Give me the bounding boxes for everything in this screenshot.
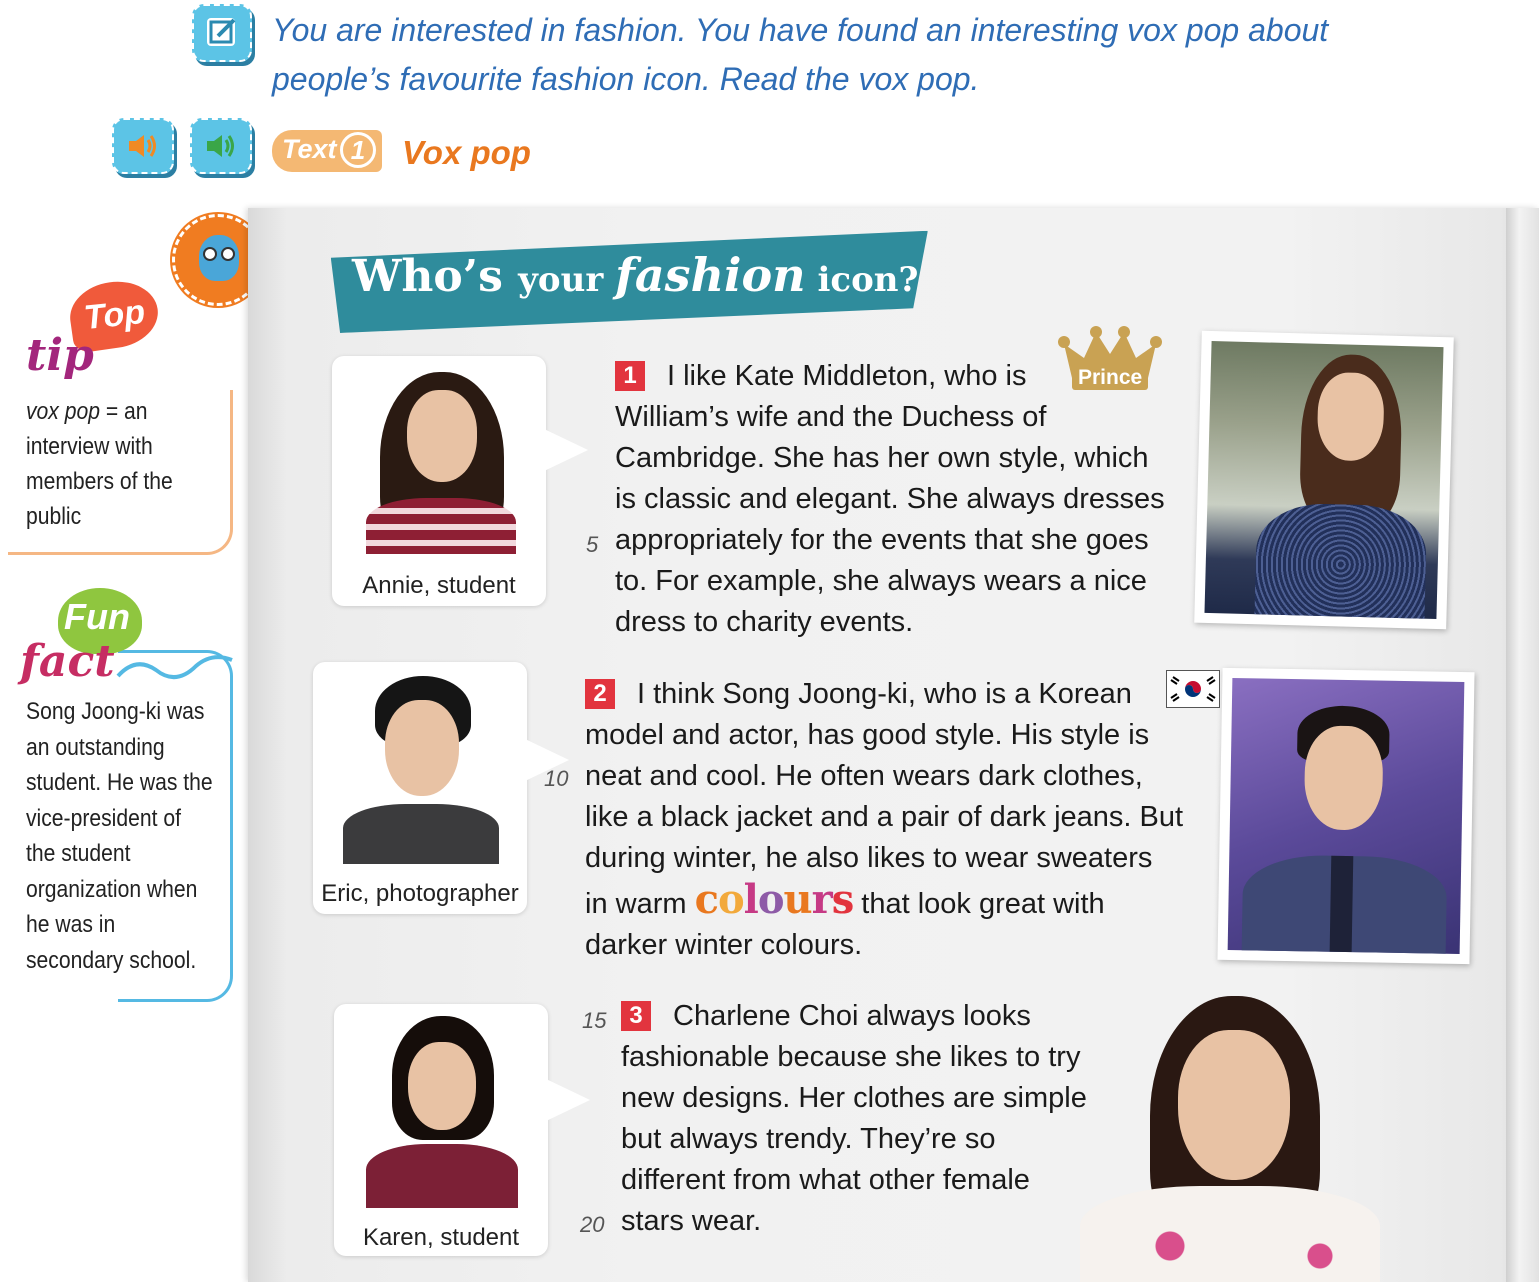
colours-letter: o [717,876,744,923]
colours-letter: o [757,876,784,923]
line-number: 10 [544,766,569,791]
paragraph-1: 1 I like Kate Middleton, who is William’s wife and the Duchess of Cambridge. She has her own style, which is classic and elegant. She always dresses appropriately for the events that she goes to. For example, she always wears a nice dress to charity events. [615,360,1165,638]
charlene-choi-photo [1080,990,1380,1282]
top-tip-tip-word: tip [26,330,94,381]
colours-letter: c [694,876,718,923]
fun-fact-swirl-icon [116,646,234,686]
speaker-orange-icon [127,132,159,160]
top-tip-top-word: Top [82,292,147,338]
paragraph-2: 2 I think Song Joong-ki, who is a Korean model and actor, has good style. His style is neat and cool. He often wears dark clothes, like a black jacket and a pair of dark jeans. But during winter, he also likes to wear sweaters in warm colours that look great with darker winter colours. [585,678,1184,961]
line-number: 5 [586,532,599,557]
person-caption: Karen, student [362,1224,520,1251]
audio-play-green-button[interactable] [190,118,252,174]
song-joong-ki-photo [1217,668,1474,964]
colours-letter: r [811,876,832,923]
colours-letter: u [783,876,812,923]
colours-letter: s [831,876,854,923]
annie-photo [352,364,534,554]
paragraph-number: 1 [615,361,645,391]
magazine-page-edge [1506,208,1539,1282]
colours-letter: l [743,876,758,923]
person-card-karen [334,1004,548,1256]
line-number: 20 [580,1212,605,1237]
colours-word [695,876,854,923]
kate-photo [1194,331,1454,629]
person-card-eric [313,662,527,914]
person-caption: Eric, photographer [321,880,519,907]
fun-fact-text: Song Joong-ki was an outstanding student. He was the vice-president of the student organization when he was in secondary school. [26,698,213,974]
korea-flag-icon [1166,670,1220,708]
eric-photo [329,672,513,864]
person-card-annie [332,356,546,606]
karen-photo [350,1014,534,1208]
person-caption: Annie, student [362,572,516,599]
line-number: 15 [582,1008,607,1033]
text-number-badge: Text 1 [272,130,382,172]
fun-fact-fact-word: fact [20,636,115,687]
paragraph-3: 3 Charlene Choi always looks fashionable because she likes to try new designs. Her clothes are simple but always trendy. They’re so different from what other female stars wear. [621,1000,1087,1237]
paragraph-number: 2 [585,679,615,709]
section-title: Vox pop [402,134,531,171]
speaker-green-icon [205,132,237,160]
task-edit-icon [192,4,252,62]
banner-title: Who’s your fashion icon? [352,248,919,302]
audio-play-orange-button[interactable] [112,118,174,174]
instruction-text: You are interested in fashion. You have found an interesting vox pop about people’s favourite fashion icon. Read the vox pop. [272,12,1329,97]
paragraph-number: 3 [621,1001,651,1031]
fun-fact-fun-word: Fun [64,596,130,637]
top-tip-text: vox pop = an interview with members of the public [26,398,173,530]
crown-label: Prince [1078,366,1143,389]
